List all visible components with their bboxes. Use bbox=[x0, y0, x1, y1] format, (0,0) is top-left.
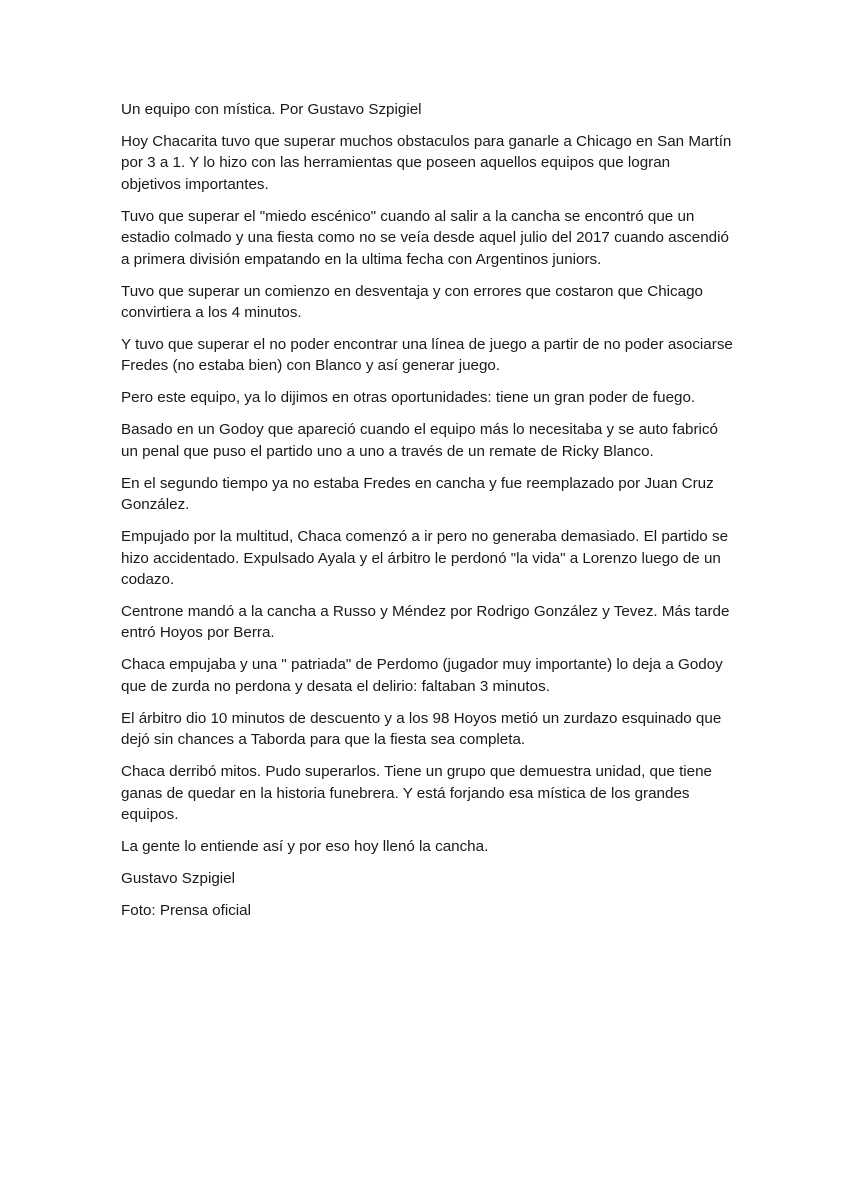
paragraph: Basado en un Godoy que apareció cuando el equipo más lo necesitaba y se auto fabricó un penal que puso el partido uno a uno a través de un remate de Ricky Blanco. bbox=[121, 421, 718, 460]
paragraph: Tuvo que superar el "miedo escénico" cuando al salir a la cancha se encontró que un estadio colmado y una fiesta como no se veía desde aquel julio del 2017 cuando ascendió a primera división empatando en la ultima fecha con Argentinos juniors. bbox=[121, 207, 729, 268]
paragraph: Chaca derribó mitos. Pudo superarlos. Tiene un grupo que demuestra unidad, que tiene ganas de quedar en la historia funebrera. Y está forjando esa mística de los grandes equipos. bbox=[121, 763, 712, 824]
photo-credit: Foto: Prensa oficial bbox=[121, 902, 251, 920]
paragraph: En el segundo tiempo ya no estaba Fredes en cancha y fue reemplazado por Juan Cruz González. bbox=[121, 474, 714, 514]
article-body bbox=[121, 99, 733, 932]
paragraph: Pero este equipo, ya lo dijimos en otras oportunidades: tiene un gran poder de fuego. bbox=[121, 389, 696, 407]
paragraph: Hoy Chacarita tuvo que superar muchos obstaculos para ganarle a Chicago en San Martín por 3 a 1. Y lo hizo con las herramientas que poseen aquellos equipos que logran objetivos importantes. bbox=[121, 133, 732, 193]
paragraph: Chaca empujaba y una " patriada" de Perdomo (jugador muy importante) lo deja a Godoy que de zurda no perdona y desata el delirio: faltaban 3 minutos. bbox=[121, 656, 723, 695]
paragraph: El árbitro dio 10 minutos de descuento y a los 98 Hoyos metió un zurdazo esquinado que dejó sin chances a Taborda para que la fiesta sea completa. bbox=[121, 709, 722, 749]
paragraph: La gente lo entiende así y por eso hoy llenó la cancha. bbox=[121, 838, 489, 856]
author-signature: Gustavo Szpigiel bbox=[121, 870, 235, 888]
paragraph: Y tuvo que superar el no poder encontrar una línea de juego a partir de no poder asociarse Fredes (no estaba bien) con Blanco y así generar juego. bbox=[121, 336, 733, 375]
paragraph: Centrone mandó a la cancha a Russo y Méndez por Rodrigo González y Tevez. Más tarde entró Hoyos por Berra. bbox=[121, 603, 730, 642]
article-title: Un equipo con mística. Por Gustavo Szpigiel bbox=[121, 101, 422, 118]
paragraph: Empujado por la multitud, Chaca comenzó a ir pero no generaba demasiado. El partido se hizo accidentado. Expulsado Ayala y el árbitro le perdonó "la vida" a Lorenzo luego de un codazo. bbox=[121, 528, 729, 589]
paragraph: Tuvo que superar un comienzo en desventaja y con errores que costaron que Chicago convirtiera a los 4 minutos. bbox=[121, 282, 703, 322]
